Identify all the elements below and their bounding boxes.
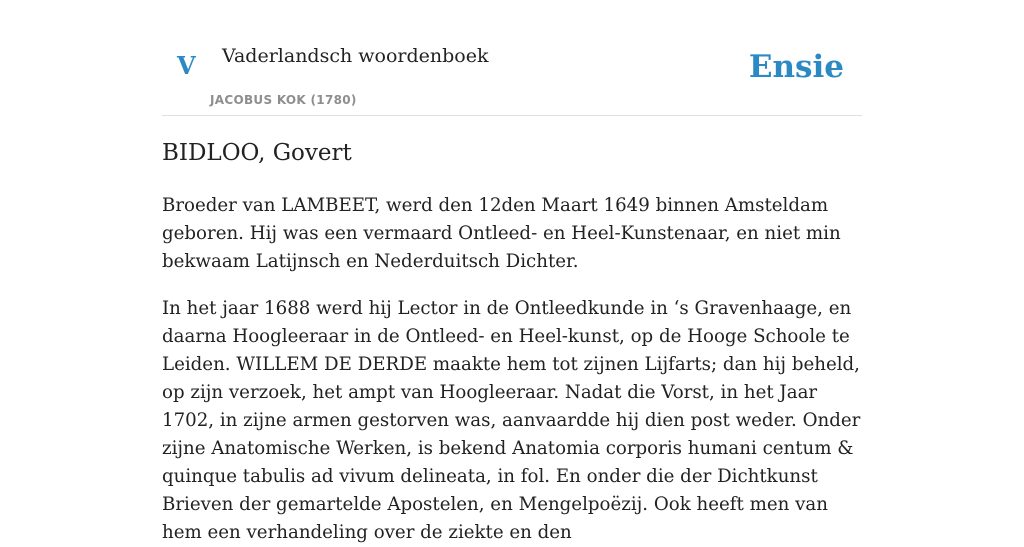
book-header [162, 0, 862, 116]
entry-paragraph: In het jaar 1688 werd hij Lector in de Ontleedkunde in ‘s Gravenhaage, en daarna Hoogleeraar in de Ontleed- en Heel-kunst, op de Hooge Schoole te Leiden. WILLEM DE DERDE maakte hem tot zijnen Lijfarts; dan hij beheld, op zijn verzoek, het ampt van Hoogleeraar. Nadat die Vorst, in het Jaar 1702, in zijne armen gestorven was, aanvaardde hij dien post weder. Onder zijne Anatomische Werken, is bekend Anatomia corporis humani centum & quinque tabulis ad vivum delineata, in fol. En onder die der Dichtkunst Brieven der gemartelde Apostelen, en Mengelpoëzij. Ook heeft men van hem een verhandeling over de ziekte en den [162, 298, 861, 543]
entry-paragraph: Broeder van LAMBEET, werd den 12den Maart 1649 binnen Amsteldam geboren. Hij was een vermaard Ontleed- en Heel-Kunstenaar, en niet min bekwaam Latijnsch en Nederduitsch Dichter. [162, 195, 841, 272]
content-column [162, 0, 862, 543]
book-logo[interactable]: V [177, 51, 196, 80]
book-author: JACOBUS KOK (1780) [210, 93, 357, 107]
book-title[interactable]: Vaderlandsch woordenboek [222, 45, 489, 67]
brand-logo[interactable]: Ensie [748, 49, 844, 85]
entry-title: BIDLOO, Govert [162, 140, 352, 166]
